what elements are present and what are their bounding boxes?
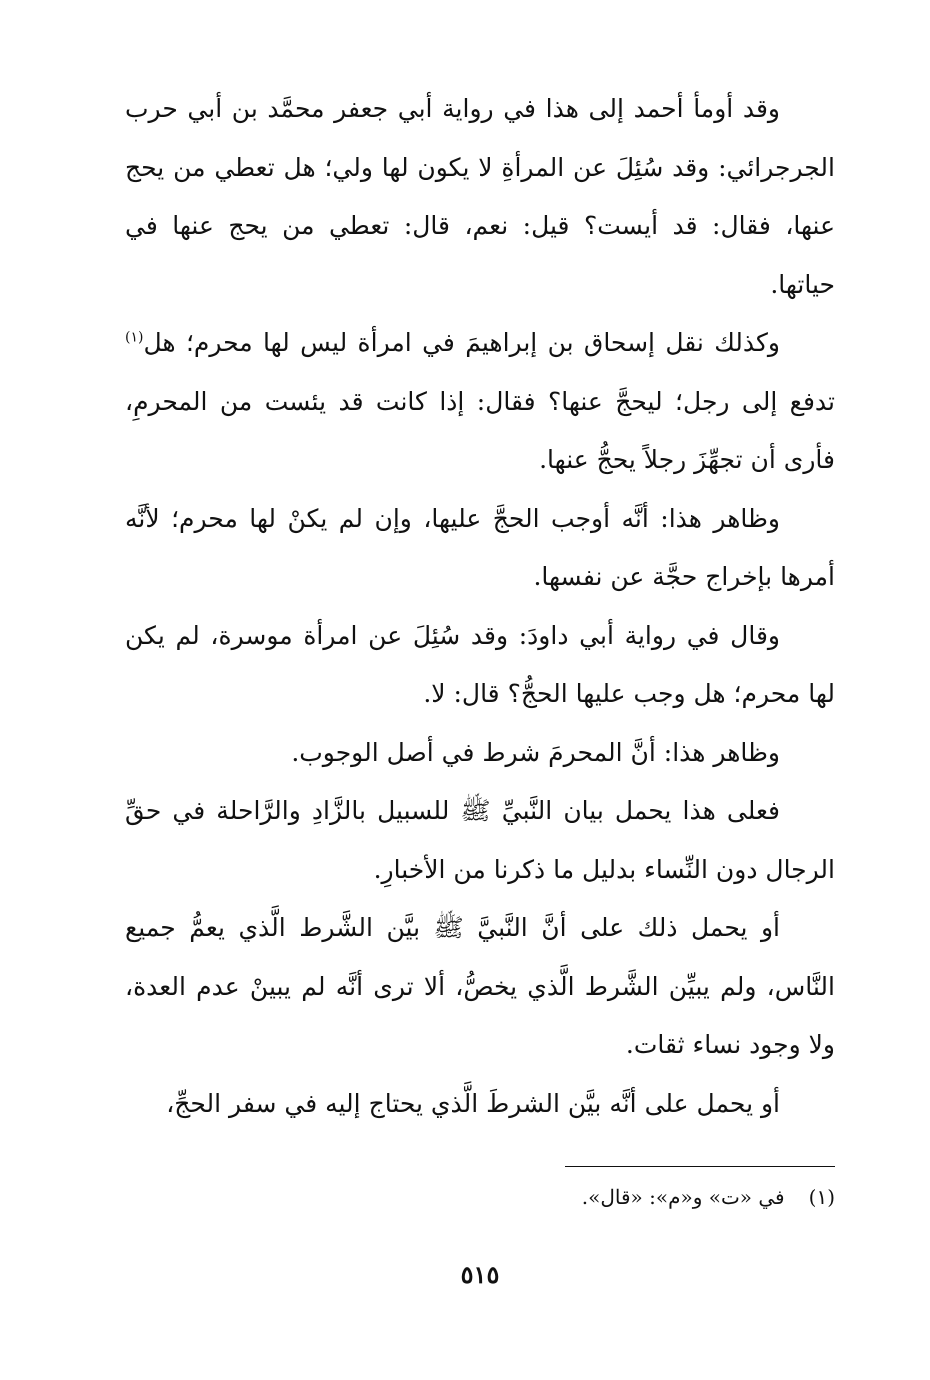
body-text (125, 80, 835, 1133)
footnote-reference: (١) (125, 329, 144, 346)
paragraph-8: أو يحمل على أنَّه بيَّن الشرطَ الَّذي يحتاج إليه في سفر الحجِّ، (166, 1088, 780, 1118)
book-page (125, 80, 835, 1320)
paragraph-6: فعلى هذا يحمل بيان النَّبيِّ ﷺ للسبيل بالزَّادِ والرَّاحلة في حقِّ الرجال دون النِّساء بدليل ما ذكرنا من الأخبارِ. (125, 796, 835, 884)
paragraph-2-text: وكذلك نقل إسحاق بن إبراهيمَ في امرأة ليس لها محرم؛ هل (143, 328, 780, 357)
footnote (125, 1182, 835, 1212)
paragraph-7: أو يحمل ذلك على أنَّ النَّبيَّ ﷺ بيَّن الشَّرط الَّذي يعمُّ جميع النَّاس، ولم يبيِّن الشَّرط الَّذي يخصُّ، ألا ترى أنَّه لم يبينْ عدم العدة، ولا وجود نساء ثقات. (125, 913, 835, 1059)
footnote-number: (١) (808, 1185, 835, 1209)
paragraph-2 (125, 314, 835, 490)
paragraph-4: وقال في رواية أبي داودَ: وقد سُئِلَ عن امرأة موسرة، لم يكن لها محرم؛ هل وجب عليها الحجُّ؟ قال: لا. (125, 620, 835, 708)
paragraph-2-continuation: تدفع إلى رجل؛ ليحجَّ عنها؟ فقال: إذا كانت قد يئست من المحرمِ، فأرى أن تجهِّزَ رجلاً يحجُّ عنها. (125, 386, 835, 474)
footnote-divider (565, 1166, 835, 1167)
footnote-text: في «ت» و«م»: «قال». (581, 1185, 785, 1209)
page-number: ٥١٥ (460, 1260, 500, 1289)
paragraph-5: وظاهر هذا: أنَّ المحرمَ شرط في أصل الوجوب. (291, 737, 780, 767)
paragraph-3: وظاهر هذا: أنَّه أوجب الحجَّ عليها، وإن لم يكنْ لها محرم؛ لأنَّه أمرها بإخراج حجَّة عن نفسها. (125, 503, 835, 591)
paragraph-1: وقد أومأ أحمد إلى هذا في رواية أبي جعفر محمَّد بن أبي حرب الجرجرائي: وقد سُئِلَ عن المرأةِ لا يكون لها ولي؛ هل تعطي من يحج عنها، فقال: قد أيست؟ قيل: نعم، قال: تعطي من يحج عنها في حياتها. (125, 94, 835, 299)
